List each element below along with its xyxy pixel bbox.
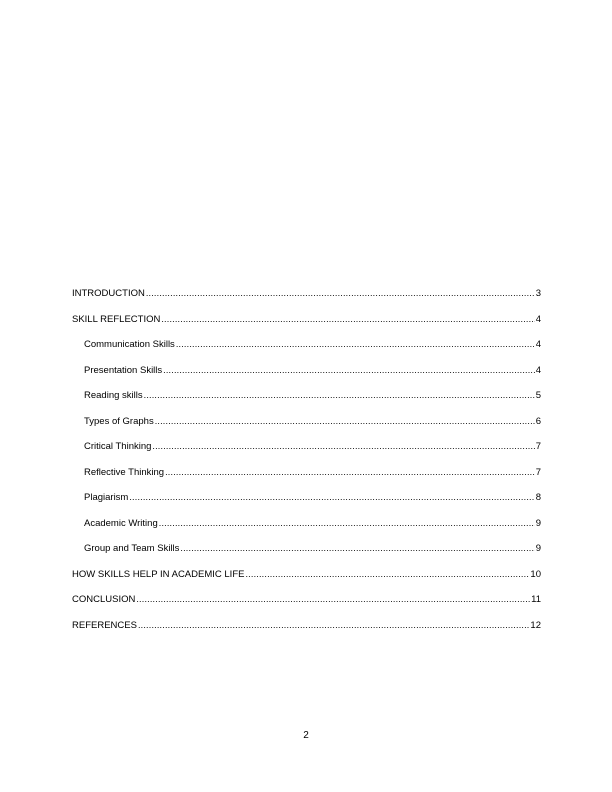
toc-entry-title: Reading skills	[84, 390, 143, 401]
toc-entry-page: 5	[535, 390, 541, 401]
toc-entry-how-skills-help[interactable]	[72, 567, 541, 593]
page-number: 2	[303, 730, 309, 741]
toc-dot-leader	[245, 567, 529, 581]
toc-dot-leader	[136, 592, 530, 606]
toc-entry-title: Reflective Thinking	[84, 466, 165, 478]
toc-dot-leader	[146, 286, 535, 300]
toc-entry-group-and-team-skills[interactable]	[72, 541, 541, 567]
toc-entry-title: Presentation Skills	[84, 364, 163, 376]
toc-entry-title: Critical Thinking	[84, 441, 152, 452]
toc-entry-page: 4	[535, 313, 541, 325]
toc-entry-page: 10	[530, 568, 541, 580]
toc-entry-references[interactable]	[72, 618, 541, 644]
toc-dot-leader	[152, 439, 534, 453]
toc-entry-critical-thinking[interactable]	[72, 439, 541, 465]
toc-entry-reading-skills[interactable]	[72, 388, 541, 414]
toc-entry-page: 4	[535, 339, 541, 350]
toc-entry-page: 7	[535, 441, 541, 452]
toc-entry-title: Group and Team Skills	[84, 543, 180, 554]
toc-dot-leader	[138, 618, 529, 632]
toc-entry-page: 3	[535, 288, 541, 299]
toc-entry-introduction[interactable]	[72, 286, 541, 312]
toc-entry-skill-reflection[interactable]	[72, 312, 541, 338]
toc-entry-title: REFERENCES	[72, 619, 137, 631]
toc-entry-page: 9	[535, 543, 541, 554]
toc-entry-page: 11	[531, 594, 541, 605]
toc-dot-leader	[165, 465, 535, 479]
toc-entry-title: Plagiarism	[84, 492, 129, 503]
toc-dot-leader	[159, 516, 535, 530]
toc-entry-page: 7	[535, 466, 541, 478]
toc-dot-leader	[180, 541, 534, 555]
toc-entry-title: Communication Skills	[84, 339, 175, 350]
toc-dot-leader	[163, 363, 535, 377]
toc-entry-title: HOW SKILLS HELP IN ACADEMIC LIFE	[72, 568, 245, 580]
toc-entry-communication-skills[interactable]	[72, 337, 541, 363]
toc-dot-leader	[176, 337, 535, 351]
toc-entry-title: Types of Graphs	[84, 415, 154, 427]
toc-entry-title: Academic Writing	[84, 517, 158, 529]
toc-entry-page: 4	[535, 364, 541, 376]
toc-dot-leader	[155, 414, 535, 428]
toc-entry-presentation-skills[interactable]	[72, 363, 541, 389]
toc-entry-page: 8	[535, 492, 541, 503]
toc-entry-title: SKILL REFLECTION	[72, 313, 161, 325]
toc-entry-conclusion[interactable]	[72, 592, 541, 618]
toc-entry-title: CONCLUSION	[72, 594, 136, 605]
toc-dot-leader	[129, 490, 534, 504]
toc-entry-academic-writing[interactable]	[72, 516, 541, 542]
toc-dot-leader	[161, 312, 534, 326]
table-of-contents	[72, 286, 541, 643]
toc-entry-types-of-graphs[interactable]	[72, 414, 541, 440]
toc-entry-reflective-thinking[interactable]	[72, 465, 541, 491]
toc-entry-page: 6	[535, 415, 541, 427]
toc-entry-page: 9	[535, 517, 541, 529]
toc-entry-plagiarism[interactable]	[72, 490, 541, 516]
toc-entry-page: 12	[530, 619, 541, 631]
toc-dot-leader	[144, 388, 535, 402]
toc-entry-title: INTRODUCTION	[72, 288, 145, 299]
